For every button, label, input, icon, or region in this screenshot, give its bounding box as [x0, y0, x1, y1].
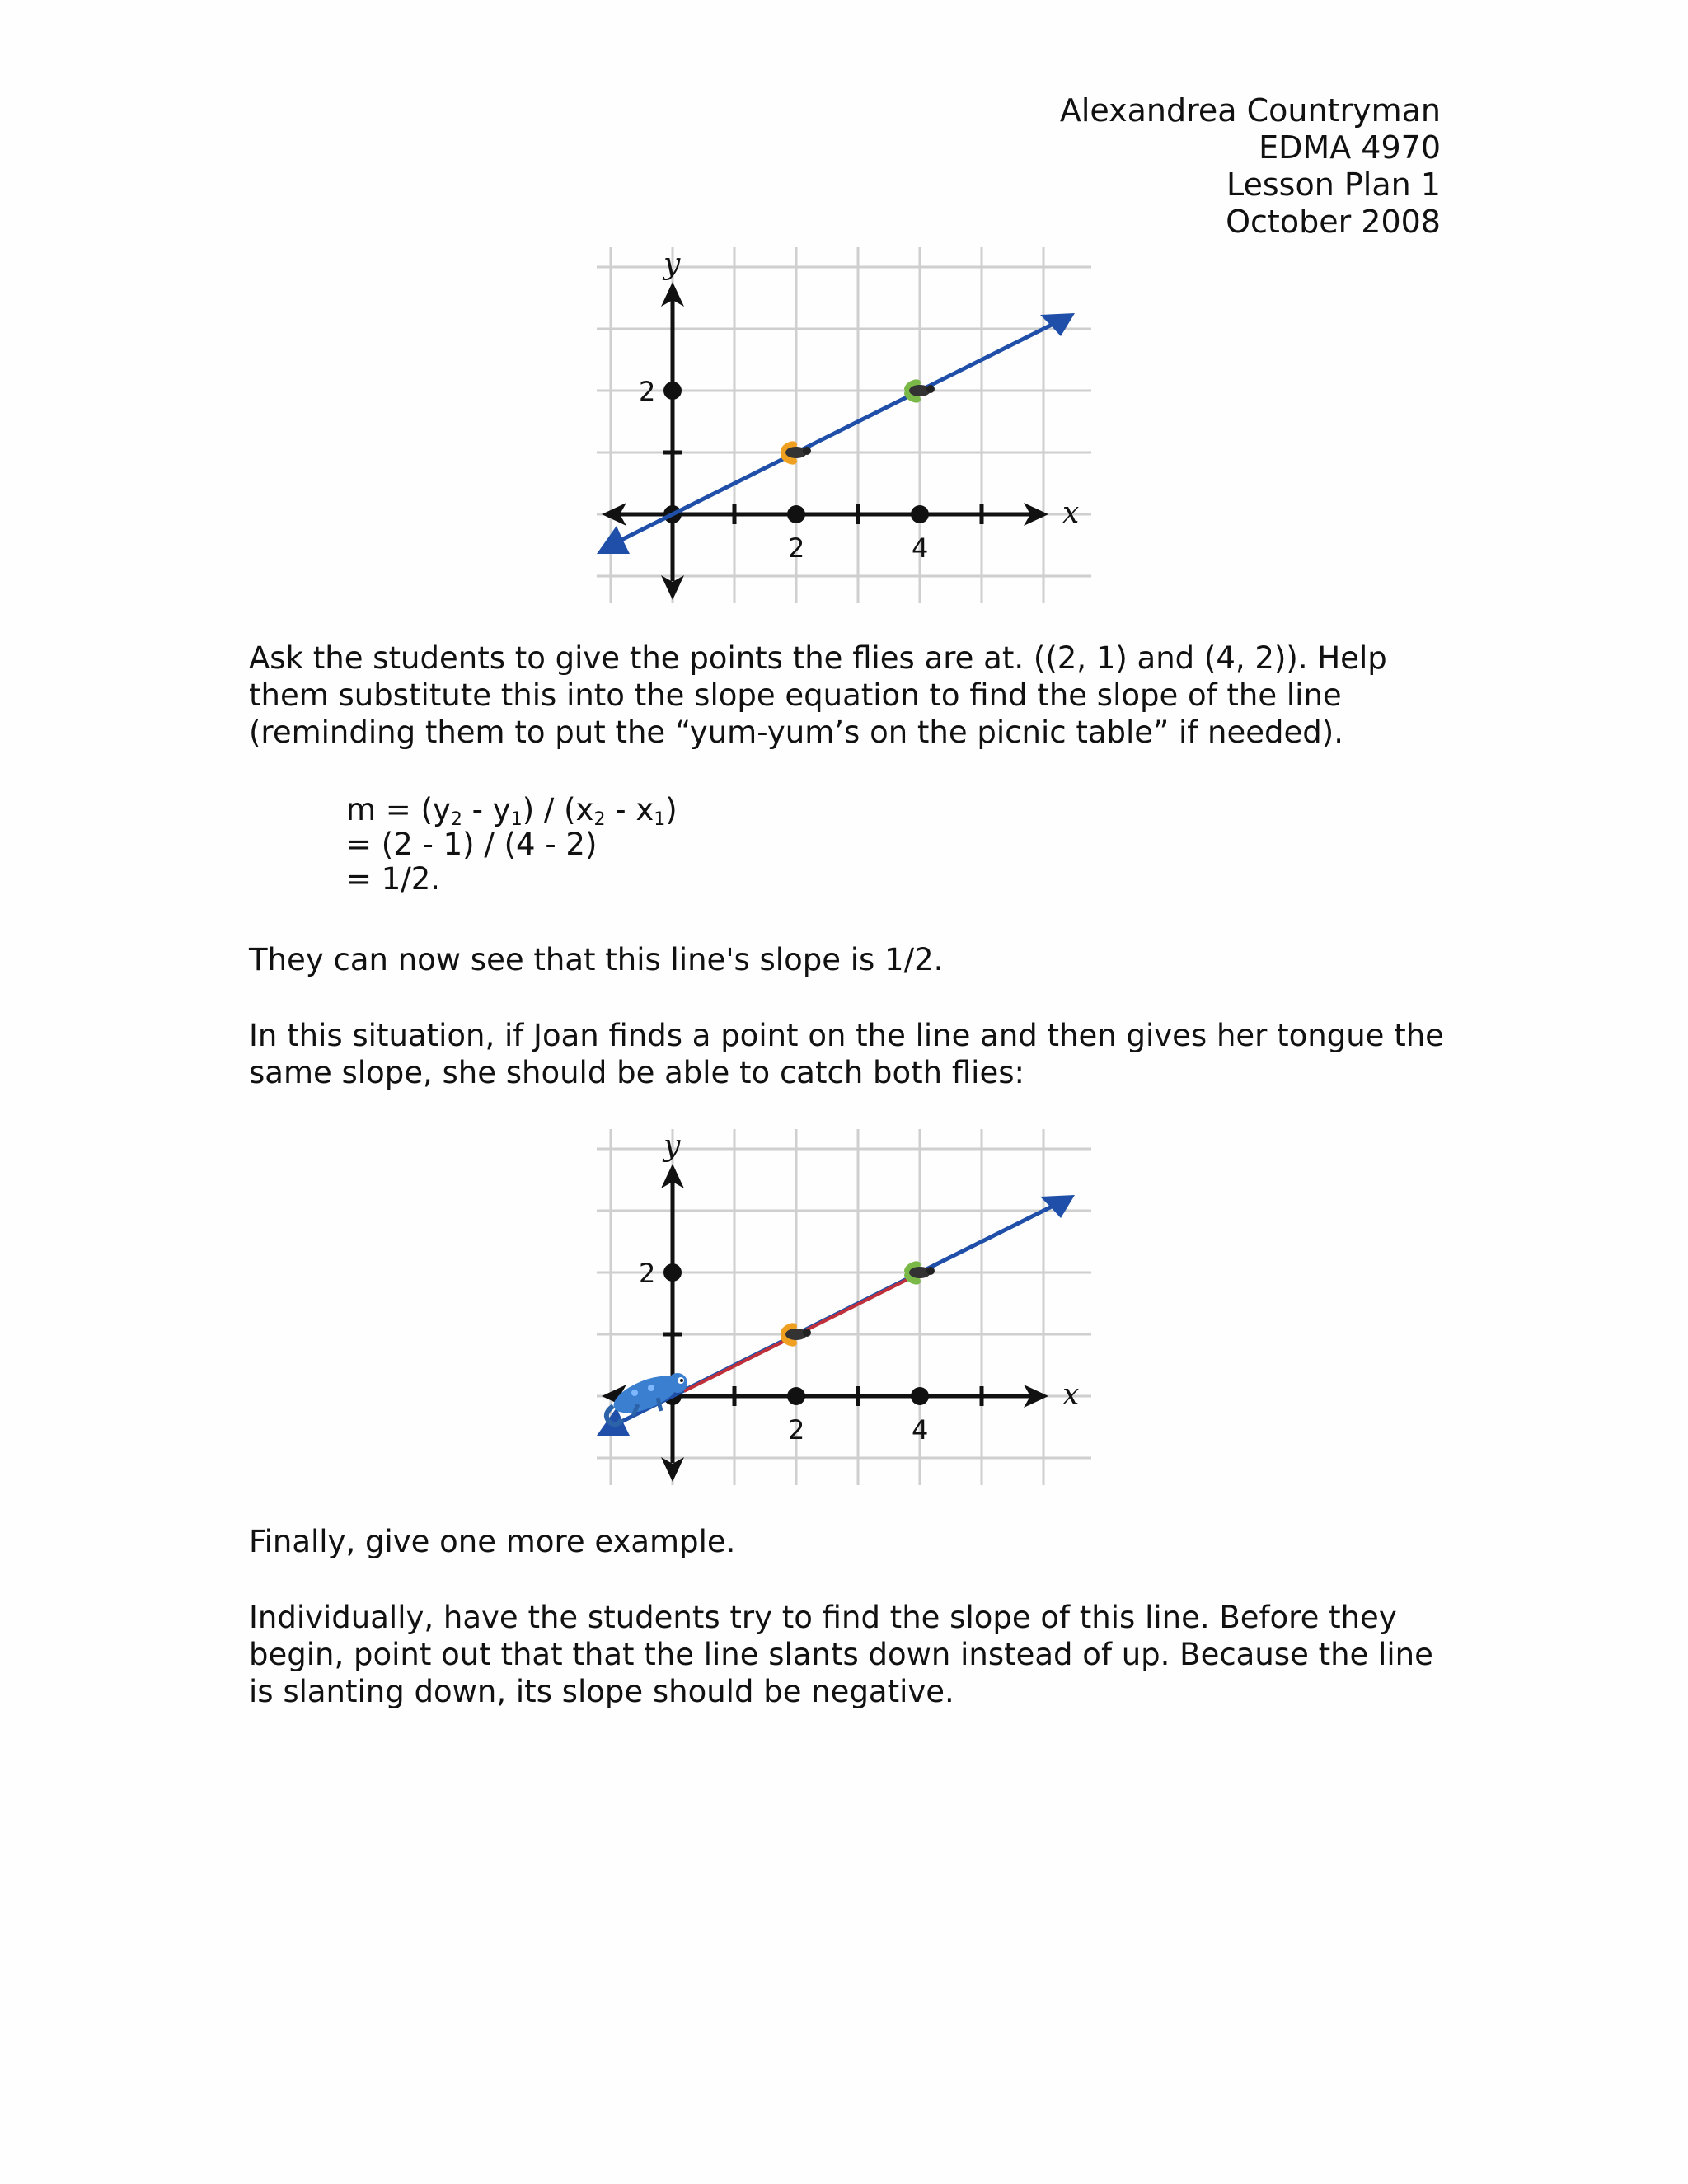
header-block: [1060, 92, 1441, 241]
author-name: Alexandrea Countryman: [1059, 92, 1441, 129]
course-code: EDMA 4970: [1259, 129, 1441, 166]
graph-svg: [587, 247, 1098, 610]
line-arrow-end-icon: [1040, 1195, 1075, 1218]
lesson-title: Lesson Plan 1: [1226, 166, 1441, 203]
slope-equation: [346, 793, 678, 897]
x-tick-label-4: 4: [912, 532, 929, 564]
x-tick-label-2: 2: [788, 1414, 805, 1446]
slope-graph-flies: [587, 247, 1098, 610]
fly-orange-icon: [778, 1320, 811, 1348]
equation-line-3: = 1/2.: [346, 861, 441, 897]
paragraph-flies-points: Ask the students to give the points the flies are at. ((2, 1) and (4, 2)). Help them substitute this into the slope equation to find the slope of the line (reminding them to put the “yum-yum’s on the picnic table” if needed).: [249, 640, 1387, 750]
x-tick-label-4: 4: [912, 1414, 929, 1446]
document-date: October 2008: [1226, 204, 1441, 240]
paragraph-slope-result: They can now see that this line's slope is 1/2.: [249, 942, 944, 977]
paragraph-individual-task: Individually, have the students try to find the slope of this line. Before they begin, point out that that the line slants down instead of up. Because the line is slanting down, its slope should be negative.: [249, 1600, 1433, 1709]
y-tick-label-2: 2: [639, 376, 656, 407]
paragraph-joan-situation: In this situation, if Joan finds a point on the line and then gives her tongue the same slope, she should be able to catch both flies:: [249, 1018, 1444, 1090]
x-axis-label: x: [1062, 496, 1080, 530]
paragraph-one-more-example: Finally, give one more example.: [249, 1524, 736, 1559]
equation-line-2: = (2 - 1) / (4 - 2): [346, 827, 598, 862]
y-axis-label: y: [663, 247, 681, 281]
line-arrow-end-icon: [1040, 313, 1075, 336]
graph-svg: [587, 1129, 1098, 1492]
fly-orange-icon: [778, 438, 811, 466]
x-tick-label-2: 2: [788, 532, 805, 564]
slope-graph-chameleon: [587, 1129, 1098, 1492]
y-tick-label-2: 2: [639, 1258, 656, 1289]
equation-line-1: $m = (y_2 - y_1) / (x_2 - x_1)$: [346, 792, 678, 830]
fly-green-icon: [902, 1258, 935, 1286]
fly-green-icon: [902, 377, 935, 405]
x-axis-label: x: [1062, 1378, 1080, 1412]
y-axis-label: y: [663, 1129, 681, 1163]
